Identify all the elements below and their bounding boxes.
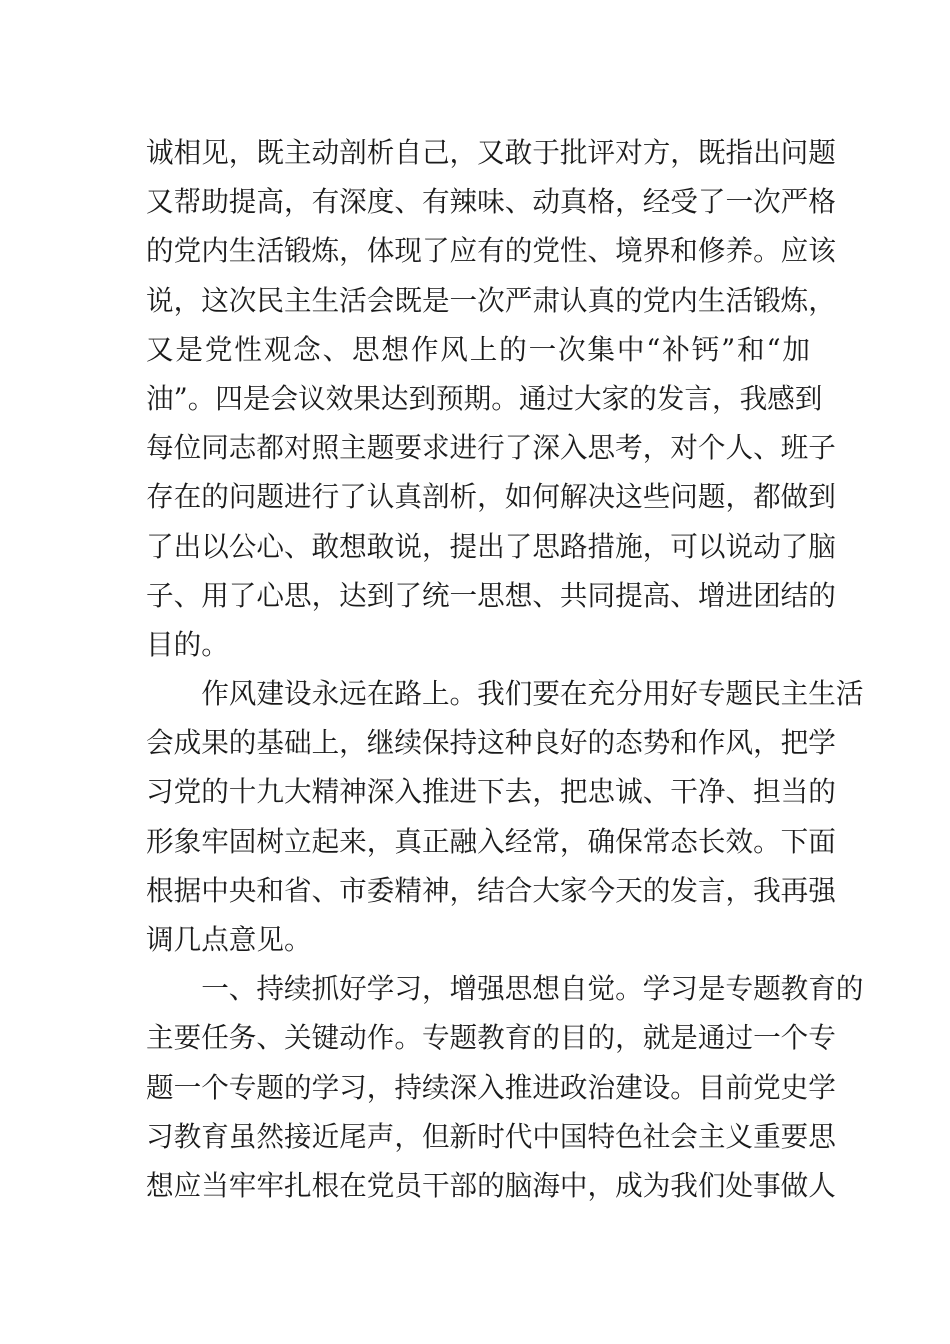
- text-line: 习教育虽然接近尾声，但新时代中国特色社会主义重要思: [146, 1119, 836, 1153]
- body-text: [146, 128, 864, 1210]
- text-line: 目的。: [146, 627, 229, 661]
- paragraph-2: [146, 669, 864, 964]
- text-line: 每位同志都对照主题要求进行了深入思考，对个人、班子: [146, 431, 836, 465]
- text-line: 主要任务、关键动作。专题教育的目的，就是通过一个专: [146, 1021, 836, 1055]
- text-line: 形象牢固树立起来，真正融入经常，确保常态长效。下面: [146, 824, 836, 858]
- text-line: 又是党性观念、思想作风上的一次集中“补钙”和“加: [146, 332, 810, 366]
- text-line: 调几点意见。: [146, 923, 312, 956]
- text-line: 题一个专题的学习，持续深入推进政治建设。目前党史学: [146, 1070, 836, 1104]
- text-line: 子、用了心思，达到了统一思想、共同提高、增进团结的: [146, 578, 836, 612]
- text-line: 会成果的基础上，继续保持这种良好的态势和作风，把学: [146, 726, 836, 760]
- paragraph-3: [146, 964, 864, 1210]
- text-line: 根据中央和省、市委精神，结合大家今天的发言，我再强: [146, 873, 836, 907]
- text-line: 了出以公心、敢想敢说，提出了思路措施，可以说动了脑: [146, 529, 836, 563]
- text-line: 的党内生活锻炼，体现了应有的党性、境界和修养。应该: [146, 234, 836, 268]
- text-line: 作风建设永远在路上。我们要在充分用好专题民主生活: [146, 677, 864, 711]
- text-line: 习党的十九大精神深入推进下去，把忠诚、干净、担当的: [146, 775, 836, 809]
- text-line: 存在的问题进行了认真剖析，如何解决这些问题，都做到: [146, 480, 836, 514]
- paragraph-1: [146, 128, 836, 669]
- text-line: 想应当牢牢扎根在党员干部的脑海中，成为我们处事做人: [146, 1168, 836, 1202]
- text-line: 一、持续抓好学习，增强思想自觉。学习是专题教育的: [146, 972, 864, 1006]
- text-line: 说，这次民主生活会既是一次严肃认真的党内生活锻炼，: [146, 283, 836, 317]
- text-line: 诚相见，既主动剖析自己，又敢于批评对方，既指出问题: [146, 136, 836, 169]
- text-line: 又帮助提高，有深度、有辣味、动真格，经受了一次严格: [146, 185, 836, 219]
- text-line: 油”。四是会议效果达到预期。通过大家的发言，我感到: [146, 381, 823, 415]
